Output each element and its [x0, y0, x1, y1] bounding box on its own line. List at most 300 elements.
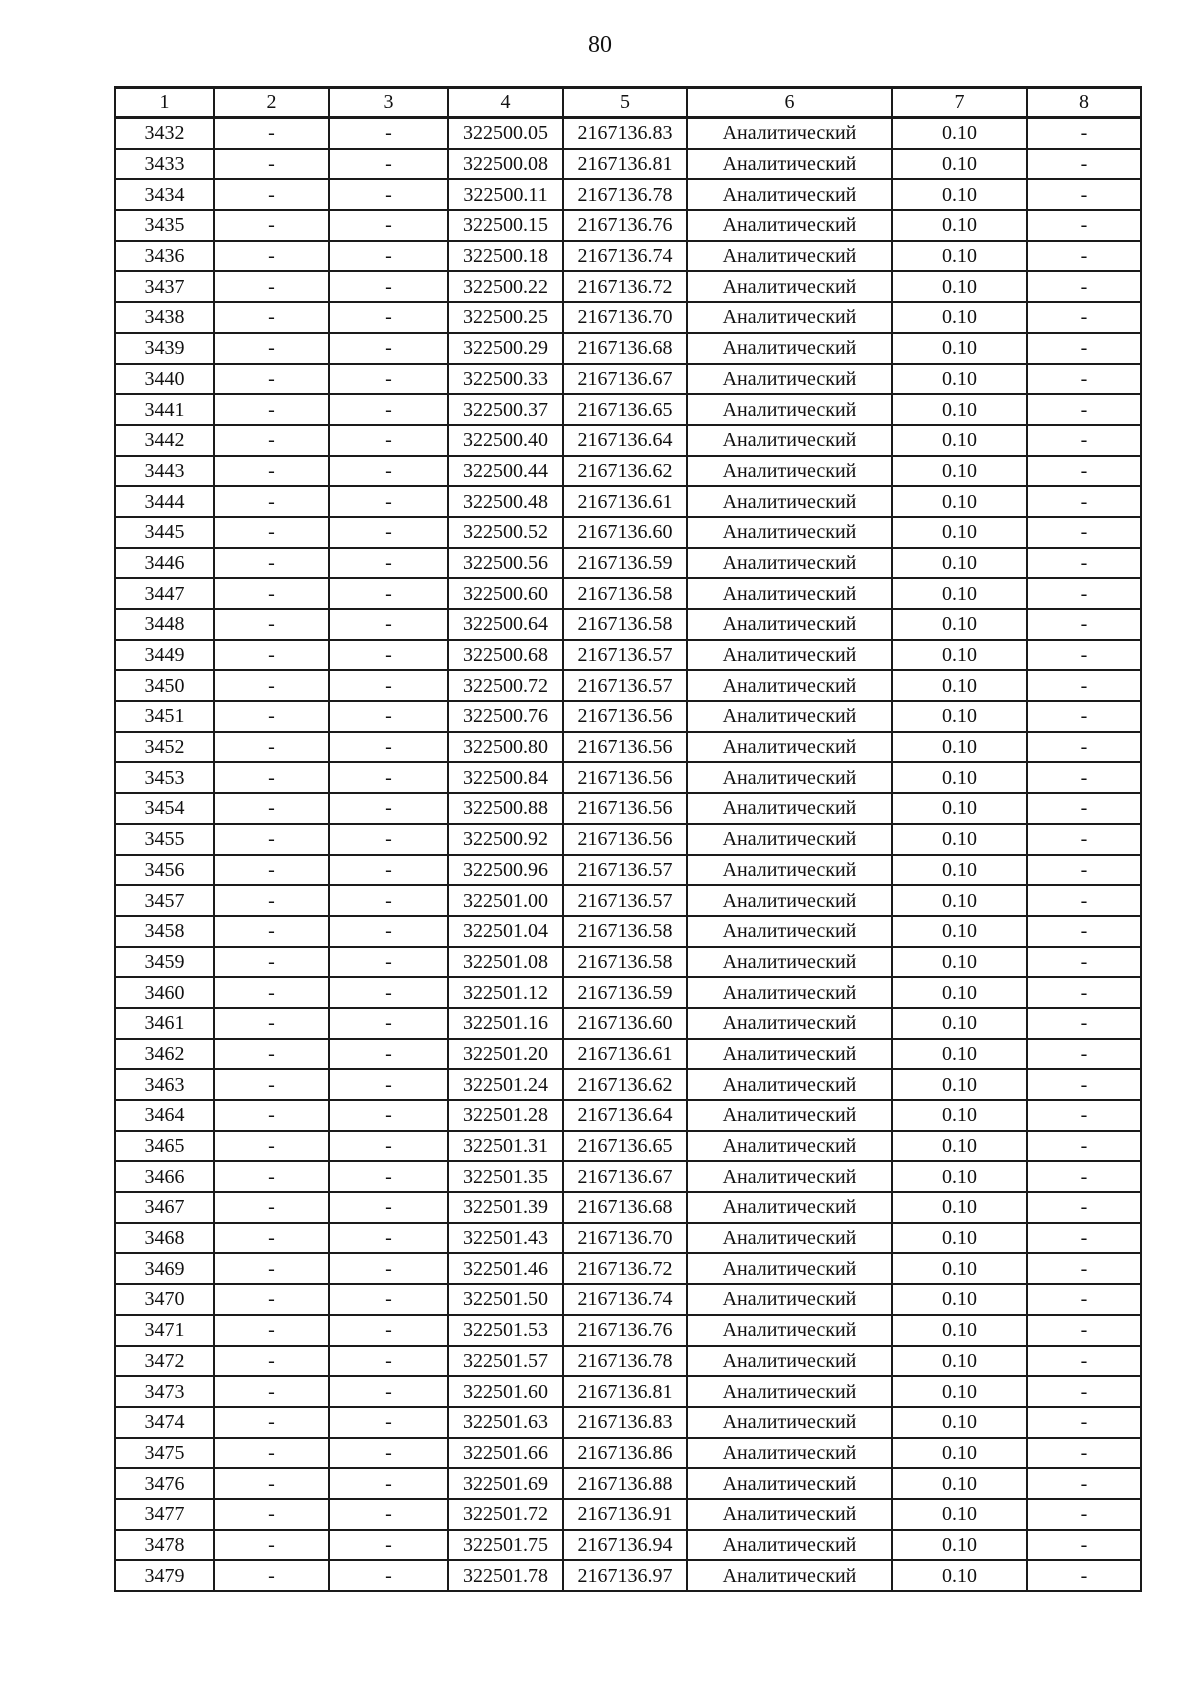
cell-coord-y: 2167136.57 — [563, 885, 687, 916]
table-row — [115, 302, 1141, 333]
cell-accuracy: 0.10 — [892, 701, 1027, 732]
cell-col-3: - — [329, 578, 448, 609]
cell-coord-y: 2167136.58 — [563, 947, 687, 978]
cell-accuracy: 0.10 — [892, 425, 1027, 456]
cell-method: Аналитический — [687, 1407, 892, 1438]
cell-coord-y: 2167136.76 — [563, 210, 687, 241]
cell-col-2: - — [214, 1008, 329, 1039]
cell-col-2: - — [214, 271, 329, 302]
cell-point-number: 3461 — [115, 1008, 214, 1039]
cell-coord-x: 322501.72 — [448, 1499, 563, 1530]
table-header — [115, 88, 1141, 118]
cell-coord-y: 2167136.57 — [563, 670, 687, 701]
cell-method: Аналитический — [687, 1376, 892, 1407]
cell-coord-y: 2167136.58 — [563, 578, 687, 609]
cell-coord-x: 322501.78 — [448, 1560, 563, 1591]
cell-col-3: - — [329, 1315, 448, 1346]
cell-point-number: 3444 — [115, 486, 214, 517]
cell-coord-x: 322500.11 — [448, 179, 563, 210]
cell-col-8: - — [1027, 916, 1141, 947]
table-row — [115, 1376, 1141, 1407]
cell-col-3: - — [329, 179, 448, 210]
table-row — [115, 640, 1141, 671]
table-row — [115, 670, 1141, 701]
cell-accuracy: 0.10 — [892, 1376, 1027, 1407]
table-row — [115, 1008, 1141, 1039]
cell-col-3: - — [329, 486, 448, 517]
cell-coord-y: 2167136.59 — [563, 977, 687, 1008]
table-row — [115, 1100, 1141, 1131]
cell-col-8: - — [1027, 517, 1141, 548]
cell-col-2: - — [214, 885, 329, 916]
cell-method: Аналитический — [687, 241, 892, 272]
cell-col-3: - — [329, 1100, 448, 1131]
cell-point-number: 3471 — [115, 1315, 214, 1346]
cell-point-number: 3433 — [115, 149, 214, 180]
cell-col-2: - — [214, 210, 329, 241]
table-row — [115, 241, 1141, 272]
cell-col-2: - — [214, 517, 329, 548]
cell-point-number: 3458 — [115, 916, 214, 947]
cell-col-3: - — [329, 517, 448, 548]
cell-method: Аналитический — [687, 1284, 892, 1315]
cell-col-2: - — [214, 732, 329, 763]
cell-point-number: 3434 — [115, 179, 214, 210]
table-row — [115, 578, 1141, 609]
cell-col-8: - — [1027, 977, 1141, 1008]
cell-col-8: - — [1027, 456, 1141, 487]
cell-point-number: 3477 — [115, 1499, 214, 1530]
cell-point-number: 3474 — [115, 1407, 214, 1438]
cell-method: Аналитический — [687, 1192, 892, 1223]
cell-col-3: - — [329, 732, 448, 763]
cell-col-8: - — [1027, 333, 1141, 364]
cell-point-number: 3472 — [115, 1346, 214, 1377]
cell-coord-y: 2167136.74 — [563, 241, 687, 272]
cell-col-3: - — [329, 118, 448, 149]
cell-col-2: - — [214, 824, 329, 855]
cell-point-number: 3464 — [115, 1100, 214, 1131]
cell-col-8: - — [1027, 1131, 1141, 1162]
cell-col-8: - — [1027, 824, 1141, 855]
table-row — [115, 885, 1141, 916]
table-row — [115, 793, 1141, 824]
cell-accuracy: 0.10 — [892, 271, 1027, 302]
cell-method: Аналитический — [687, 1468, 892, 1499]
cell-col-2: - — [214, 977, 329, 1008]
cell-method: Аналитический — [687, 364, 892, 395]
cell-coord-x: 322500.15 — [448, 210, 563, 241]
table-row — [115, 1560, 1141, 1591]
cell-method: Аналитический — [687, 210, 892, 241]
cell-coord-x: 322500.08 — [448, 149, 563, 180]
cell-coord-y: 2167136.65 — [563, 1131, 687, 1162]
cell-accuracy: 0.10 — [892, 394, 1027, 425]
cell-col-2: - — [214, 1407, 329, 1438]
cell-point-number: 3455 — [115, 824, 214, 855]
cell-method: Аналитический — [687, 179, 892, 210]
cell-col-8: - — [1027, 548, 1141, 579]
cell-col-8: - — [1027, 1560, 1141, 1591]
cell-col-2: - — [214, 1131, 329, 1162]
cell-method: Аналитический — [687, 1069, 892, 1100]
cell-point-number: 3479 — [115, 1560, 214, 1591]
cell-accuracy: 0.10 — [892, 916, 1027, 947]
cell-col-8: - — [1027, 1161, 1141, 1192]
cell-col-2: - — [214, 1039, 329, 1070]
cell-accuracy: 0.10 — [892, 1008, 1027, 1039]
cell-method: Аналитический — [687, 517, 892, 548]
cell-method: Аналитический — [687, 1499, 892, 1530]
table-row — [115, 1161, 1141, 1192]
cell-point-number: 3456 — [115, 855, 214, 886]
cell-col-2: - — [214, 333, 329, 364]
cell-col-2: - — [214, 302, 329, 333]
cell-coord-x: 322500.92 — [448, 824, 563, 855]
cell-col-8: - — [1027, 885, 1141, 916]
cell-col-2: - — [214, 1468, 329, 1499]
cell-col-8: - — [1027, 271, 1141, 302]
cell-coord-y: 2167136.58 — [563, 609, 687, 640]
table-row — [115, 333, 1141, 364]
table-row — [115, 947, 1141, 978]
cell-coord-y: 2167136.70 — [563, 302, 687, 333]
cell-col-8: - — [1027, 179, 1141, 210]
cell-col-3: - — [329, 1407, 448, 1438]
cell-col-8: - — [1027, 1315, 1141, 1346]
cell-col-3: - — [329, 916, 448, 947]
cell-method: Аналитический — [687, 1161, 892, 1192]
table-row — [115, 456, 1141, 487]
cell-accuracy: 0.10 — [892, 1069, 1027, 1100]
cell-method: Аналитический — [687, 670, 892, 701]
cell-point-number: 3463 — [115, 1069, 214, 1100]
cell-point-number: 3450 — [115, 670, 214, 701]
cell-coord-x: 322501.60 — [448, 1376, 563, 1407]
cell-method: Аналитический — [687, 578, 892, 609]
cell-method: Аналитический — [687, 855, 892, 886]
cell-coord-x: 322500.52 — [448, 517, 563, 548]
cell-coord-x: 322501.53 — [448, 1315, 563, 1346]
cell-col-3: - — [329, 1530, 448, 1561]
cell-coord-x: 322500.05 — [448, 118, 563, 149]
cell-accuracy: 0.10 — [892, 1315, 1027, 1346]
cell-method: Аналитический — [687, 271, 892, 302]
cell-accuracy: 0.10 — [892, 762, 1027, 793]
table-row — [115, 1468, 1141, 1499]
cell-col-3: - — [329, 241, 448, 272]
column-header-1: 1 — [115, 88, 214, 118]
column-header-5: 5 — [563, 88, 687, 118]
cell-coord-x: 322501.43 — [448, 1223, 563, 1254]
cell-method: Аналитический — [687, 1131, 892, 1162]
cell-coord-y: 2167136.59 — [563, 548, 687, 579]
cell-accuracy: 0.10 — [892, 609, 1027, 640]
cell-coord-x: 322500.40 — [448, 425, 563, 456]
cell-accuracy: 0.10 — [892, 1346, 1027, 1377]
cell-coord-x: 322501.39 — [448, 1192, 563, 1223]
cell-col-2: - — [214, 947, 329, 978]
cell-coord-x: 322500.60 — [448, 578, 563, 609]
cell-method: Аналитический — [687, 1100, 892, 1131]
cell-accuracy: 0.10 — [892, 855, 1027, 886]
cell-coord-y: 2167136.70 — [563, 1223, 687, 1254]
cell-coord-y: 2167136.68 — [563, 1192, 687, 1223]
cell-point-number: 3441 — [115, 394, 214, 425]
table-row — [115, 486, 1141, 517]
cell-coord-y: 2167136.67 — [563, 1161, 687, 1192]
cell-coord-y: 2167136.83 — [563, 118, 687, 149]
cell-point-number: 3448 — [115, 609, 214, 640]
table-row — [115, 271, 1141, 302]
table-row — [115, 1346, 1141, 1377]
cell-col-2: - — [214, 149, 329, 180]
cell-col-8: - — [1027, 486, 1141, 517]
cell-coord-y: 2167136.60 — [563, 1008, 687, 1039]
cell-accuracy: 0.10 — [892, 1100, 1027, 1131]
cell-coord-y: 2167136.74 — [563, 1284, 687, 1315]
table-row — [115, 609, 1141, 640]
cell-col-8: - — [1027, 1069, 1141, 1100]
table-row — [115, 1069, 1141, 1100]
cell-accuracy: 0.10 — [892, 1253, 1027, 1284]
cell-coord-y: 2167136.81 — [563, 1376, 687, 1407]
cell-col-2: - — [214, 1192, 329, 1223]
cell-col-8: - — [1027, 732, 1141, 763]
cell-accuracy: 0.10 — [892, 333, 1027, 364]
cell-col-3: - — [329, 548, 448, 579]
cell-coord-x: 322501.66 — [448, 1438, 563, 1469]
table-row — [115, 916, 1141, 947]
cell-point-number: 3460 — [115, 977, 214, 1008]
cell-col-2: - — [214, 1376, 329, 1407]
cell-method: Аналитический — [687, 456, 892, 487]
cell-coord-y: 2167136.56 — [563, 824, 687, 855]
cell-point-number: 3466 — [115, 1161, 214, 1192]
page-number: 80 — [588, 32, 612, 58]
cell-col-3: - — [329, 302, 448, 333]
table-row — [115, 1284, 1141, 1315]
cell-col-2: - — [214, 118, 329, 149]
cell-col-3: - — [329, 793, 448, 824]
cell-accuracy: 0.10 — [892, 824, 1027, 855]
cell-coord-x: 322501.63 — [448, 1407, 563, 1438]
cell-col-3: - — [329, 1131, 448, 1162]
cell-coord-x: 322500.56 — [448, 548, 563, 579]
table-row — [115, 1499, 1141, 1530]
cell-col-3: - — [329, 1499, 448, 1530]
table-row — [115, 732, 1141, 763]
cell-col-8: - — [1027, 118, 1141, 149]
cell-accuracy: 0.10 — [892, 179, 1027, 210]
cell-col-8: - — [1027, 1008, 1141, 1039]
cell-accuracy: 0.10 — [892, 732, 1027, 763]
table-row — [115, 149, 1141, 180]
cell-coord-y: 2167136.91 — [563, 1499, 687, 1530]
cell-col-2: - — [214, 241, 329, 272]
cell-col-8: - — [1027, 1192, 1141, 1223]
table-row — [115, 977, 1141, 1008]
cell-coord-y: 2167136.94 — [563, 1530, 687, 1561]
table-row — [115, 517, 1141, 548]
cell-method: Аналитический — [687, 1346, 892, 1377]
cell-coord-y: 2167136.76 — [563, 1315, 687, 1346]
cell-method: Аналитический — [687, 977, 892, 1008]
cell-coord-x: 322501.31 — [448, 1131, 563, 1162]
cell-col-3: - — [329, 1560, 448, 1591]
cell-col-2: - — [214, 548, 329, 579]
cell-accuracy: 0.10 — [892, 885, 1027, 916]
cell-coord-x: 322500.22 — [448, 271, 563, 302]
cell-col-2: - — [214, 578, 329, 609]
cell-point-number: 3459 — [115, 947, 214, 978]
cell-coord-x: 322501.57 — [448, 1346, 563, 1377]
cell-col-3: - — [329, 1438, 448, 1469]
cell-coord-x: 322501.35 — [448, 1161, 563, 1192]
column-header-2: 2 — [214, 88, 329, 118]
cell-point-number: 3469 — [115, 1253, 214, 1284]
cell-method: Аналитический — [687, 762, 892, 793]
cell-method: Аналитический — [687, 394, 892, 425]
cell-coord-x: 322501.24 — [448, 1069, 563, 1100]
cell-col-8: - — [1027, 1376, 1141, 1407]
cell-col-8: - — [1027, 1284, 1141, 1315]
cell-method: Аналитический — [687, 824, 892, 855]
cell-accuracy: 0.10 — [892, 640, 1027, 671]
cell-col-8: - — [1027, 302, 1141, 333]
cell-coord-x: 322500.64 — [448, 609, 563, 640]
table-row — [115, 1253, 1141, 1284]
cell-col-3: - — [329, 1008, 448, 1039]
cell-col-2: - — [214, 1069, 329, 1100]
cell-point-number: 3436 — [115, 241, 214, 272]
column-header-3: 3 — [329, 88, 448, 118]
cell-point-number: 3440 — [115, 364, 214, 395]
cell-point-number: 3451 — [115, 701, 214, 732]
cell-accuracy: 0.10 — [892, 1192, 1027, 1223]
cell-point-number: 3447 — [115, 578, 214, 609]
cell-coord-y: 2167136.68 — [563, 333, 687, 364]
table-row — [115, 1131, 1141, 1162]
cell-point-number: 3442 — [115, 425, 214, 456]
cell-coord-y: 2167136.81 — [563, 149, 687, 180]
cell-point-number: 3443 — [115, 456, 214, 487]
cell-coord-y: 2167136.64 — [563, 1100, 687, 1131]
cell-col-2: - — [214, 364, 329, 395]
cell-coord-y: 2167136.57 — [563, 855, 687, 886]
cell-col-8: - — [1027, 640, 1141, 671]
cell-coord-x: 322500.68 — [448, 640, 563, 671]
cell-coord-y: 2167136.64 — [563, 425, 687, 456]
cell-col-8: - — [1027, 609, 1141, 640]
table-row — [115, 118, 1141, 149]
table-row — [115, 364, 1141, 395]
cell-coord-x: 322501.28 — [448, 1100, 563, 1131]
cell-accuracy: 0.10 — [892, 210, 1027, 241]
table-row — [115, 1223, 1141, 1254]
cell-method: Аналитический — [687, 1530, 892, 1561]
table-row — [115, 1530, 1141, 1561]
cell-col-8: - — [1027, 1253, 1141, 1284]
table-row — [115, 1192, 1141, 1223]
cell-accuracy: 0.10 — [892, 1223, 1027, 1254]
cell-coord-y: 2167136.72 — [563, 271, 687, 302]
cell-point-number: 3445 — [115, 517, 214, 548]
coordinates-table — [114, 86, 1142, 1592]
cell-col-2: - — [214, 394, 329, 425]
cell-col-8: - — [1027, 947, 1141, 978]
cell-col-3: - — [329, 885, 448, 916]
column-header-8: 8 — [1027, 88, 1141, 118]
cell-accuracy: 0.10 — [892, 486, 1027, 517]
cell-coord-y: 2167136.65 — [563, 394, 687, 425]
cell-point-number: 3468 — [115, 1223, 214, 1254]
cell-col-3: - — [329, 1376, 448, 1407]
cell-point-number: 3473 — [115, 1376, 214, 1407]
cell-col-8: - — [1027, 670, 1141, 701]
table-body — [115, 118, 1141, 1592]
table-row — [115, 855, 1141, 886]
cell-accuracy: 0.10 — [892, 1468, 1027, 1499]
table-row — [115, 1039, 1141, 1070]
cell-accuracy: 0.10 — [892, 548, 1027, 579]
cell-col-8: - — [1027, 425, 1141, 456]
cell-col-2: - — [214, 916, 329, 947]
cell-col-3: - — [329, 364, 448, 395]
cell-point-number: 3438 — [115, 302, 214, 333]
cell-coord-y: 2167136.62 — [563, 456, 687, 487]
cell-col-8: - — [1027, 793, 1141, 824]
cell-col-3: - — [329, 1192, 448, 1223]
cell-col-8: - — [1027, 394, 1141, 425]
cell-col-8: - — [1027, 1499, 1141, 1530]
cell-col-2: - — [214, 670, 329, 701]
cell-accuracy: 0.10 — [892, 149, 1027, 180]
cell-accuracy: 0.10 — [892, 1284, 1027, 1315]
cell-point-number: 3465 — [115, 1131, 214, 1162]
cell-method: Аналитический — [687, 1560, 892, 1591]
cell-col-8: - — [1027, 762, 1141, 793]
cell-col-8: - — [1027, 1438, 1141, 1469]
cell-method: Аналитический — [687, 425, 892, 456]
cell-coord-y: 2167136.78 — [563, 1346, 687, 1377]
cell-point-number: 3470 — [115, 1284, 214, 1315]
cell-col-3: - — [329, 947, 448, 978]
cell-col-8: - — [1027, 241, 1141, 272]
cell-coord-y: 2167136.56 — [563, 793, 687, 824]
table-row — [115, 1438, 1141, 1469]
cell-method: Аналитический — [687, 1223, 892, 1254]
cell-coord-y: 2167136.56 — [563, 701, 687, 732]
cell-coord-x: 322500.33 — [448, 364, 563, 395]
cell-col-3: - — [329, 1223, 448, 1254]
cell-point-number: 3454 — [115, 793, 214, 824]
cell-coord-x: 322500.29 — [448, 333, 563, 364]
cell-coord-x: 322500.48 — [448, 486, 563, 517]
cell-method: Аналитический — [687, 732, 892, 763]
cell-accuracy: 0.10 — [892, 456, 1027, 487]
cell-col-8: - — [1027, 1346, 1141, 1377]
cell-coord-x: 322501.46 — [448, 1253, 563, 1284]
cell-col-3: - — [329, 333, 448, 364]
cell-accuracy: 0.10 — [892, 793, 1027, 824]
table-row — [115, 548, 1141, 579]
cell-accuracy: 0.10 — [892, 517, 1027, 548]
cell-col-2: - — [214, 1438, 329, 1469]
cell-point-number: 3475 — [115, 1438, 214, 1469]
cell-point-number: 3435 — [115, 210, 214, 241]
cell-method: Аналитический — [687, 885, 892, 916]
